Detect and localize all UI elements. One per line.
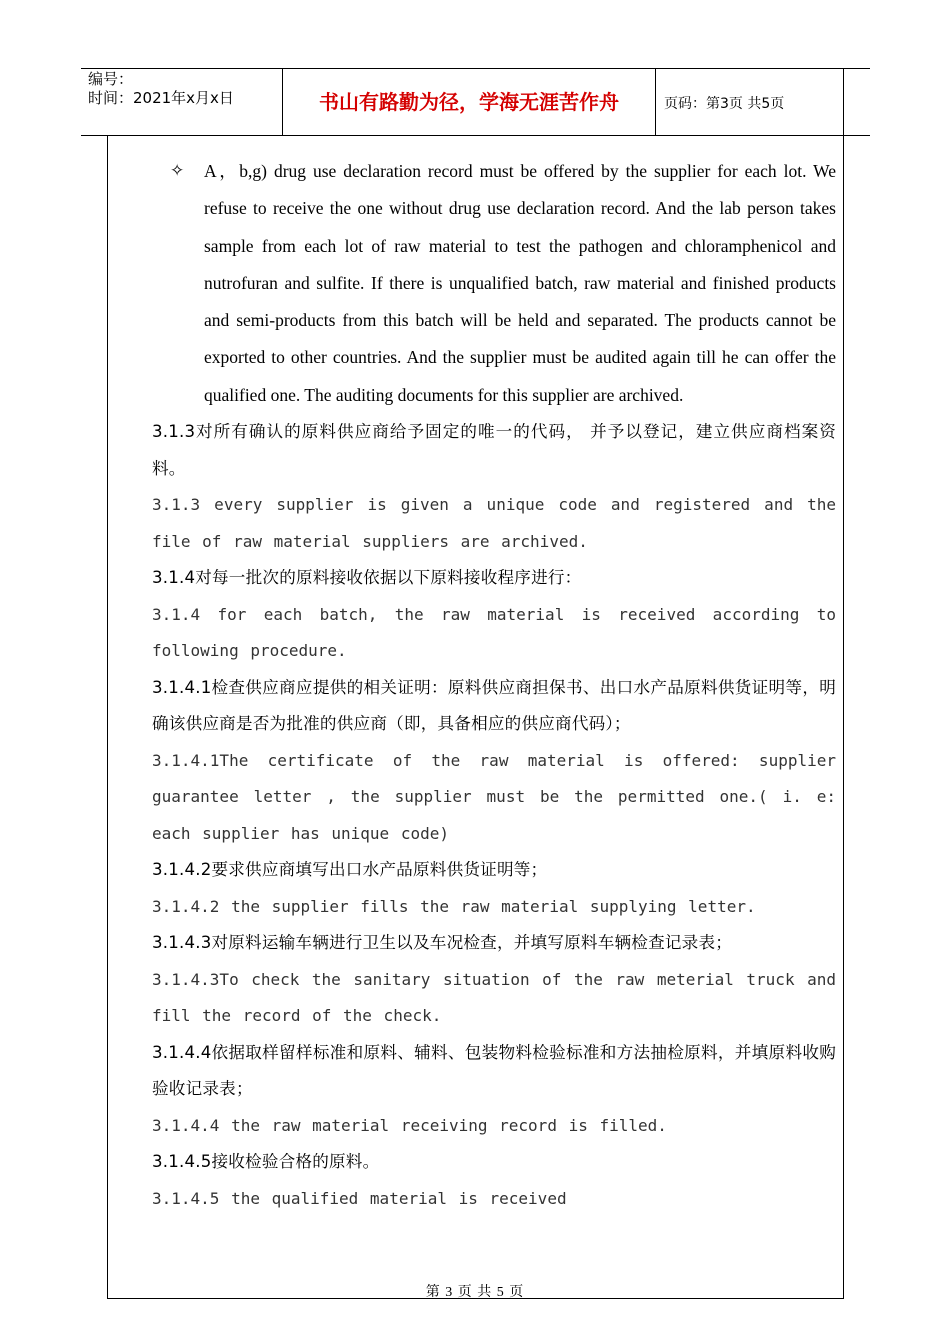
section-3-1-4-4-cn: 3.1.4.4依据取样留样标准和原料、辅料、包装物料检验标准和方法抽检原料，并填原料收购验收记录表； (152, 1042, 836, 1099)
section-3-1-4-2-cn: 3.1.4.2要求供应商填写出口水产品原料供货证明等； (152, 860, 548, 880)
section-3-1-4-1-en: 3.1.4.1The certificate of the raw material is offered: supplier guarantee letter , the supplier must be the permitted one.( i. e: each supplier has unique code) (152, 750, 836, 843)
header-right-edge (843, 68, 844, 135)
header-bottom-rule (81, 135, 870, 136)
header-top-rule (81, 68, 870, 69)
bullet-paragraph-text: A，b,g) drug use declaration record must be offered by the supplier for each lot. We refuse to receive the one without drug use declaration record. And the lab person takes sample from each lot of raw material to test the pathogen and chloramphenicol and nutrofuran and sulfite. If there is unqualified batch, raw material and finished products and semi-products from this batch will be held and separated. The products cannot be exported to other countries. And the supplier must be audited again till he can offer the qualified one. The auditing documents for this supplier are archived. (204, 161, 836, 405)
frame-right-border (843, 135, 844, 1299)
section-3-1-4-4-en: 3.1.4.4 the raw material receiving record is filled. (152, 1115, 667, 1135)
page-footer: 第 3 页 共 5 页 (425, 1285, 525, 1300)
header-motto: 书山有路勤为径，学海无涯苦作舟 (319, 90, 619, 114)
document-body (152, 153, 836, 1217)
section-3-1-4-2-en: 3.1.4.2 the supplier fills the raw material supplying letter. (152, 896, 756, 916)
section-3-1-4-cn: 3.1.4对每一批次的原料接收依据以下原料接收程序进行： (152, 568, 582, 588)
section-3-1-4-3-cn: 3.1.4.3对原料运输车辆进行卫生以及车况检查，并填写原料车辆检查记录表； (152, 933, 733, 953)
header-page-info: 页码：第3页 共5页 (664, 96, 785, 112)
header-meta (88, 70, 234, 108)
header-divider-2 (655, 68, 656, 135)
header-divider-1 (282, 68, 283, 135)
section-3-1-4-5-cn: 3.1.4.5接收检验合格的原料。 (152, 1152, 380, 1172)
section-3-1-4-1-cn: 3.1.4.1检查供应商应提供的相关证明：原料供应商担保书、出口水产品原料供货证明等，明确该供应商是否为批准的供应商（即，具备相应的供应商代码）； (152, 677, 836, 734)
section-3-1-3-cn: 3.1.3对所有确认的原料供应商给予固定的唯一的代码， 并予以登记，建立供应商档案资料。 (152, 422, 836, 478)
section-3-1-4-5-en: 3.1.4.5 the qualified material is received (152, 1188, 567, 1208)
section-3-1-4-en: 3.1.4 for each batch, the raw material is received according to following procedure. (152, 604, 836, 661)
section-3-1-4-3-en: 3.1.4.3To check the sanitary situation of the raw meterial truck and fill the record of the check. (152, 969, 836, 1026)
diamond-bullet-icon: ✧ (170, 161, 185, 181)
bullet-paragraph (152, 153, 836, 414)
section-3-1-3-en: 3.1.3 every supplier is given a unique code and registered and the file of raw material suppliers are archived. (152, 495, 836, 551)
document-date: 时间：2021年x月x日 (88, 89, 234, 107)
document-number-label: 编号： (88, 70, 134, 88)
frame-left-border (107, 135, 108, 1299)
